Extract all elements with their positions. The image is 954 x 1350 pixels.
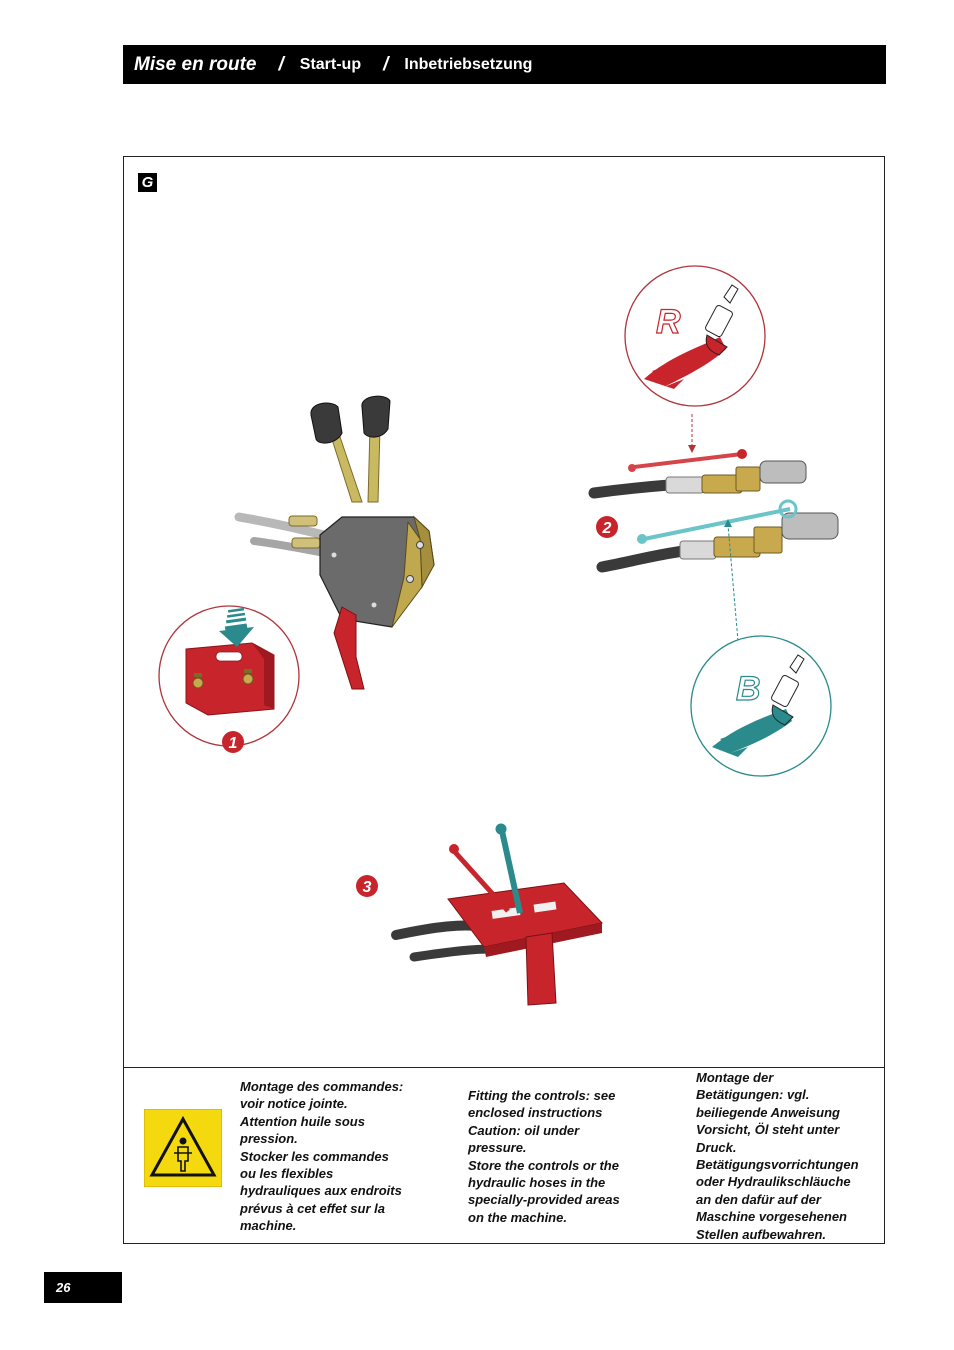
note-line: enclosed instructions: [468, 1105, 603, 1121]
note-line: Druck.: [696, 1139, 737, 1155]
note-line: hydrauliques aux endroits: [240, 1183, 402, 1199]
note-line: ou les flexibles: [240, 1166, 334, 1182]
callout-1-text: 1: [228, 735, 238, 752]
hydraulic-valves: [594, 449, 838, 567]
note-fr: [240, 1078, 403, 1235]
paint-blue-letter: B: [736, 670, 761, 708]
note-line: specially-provided areas: [468, 1192, 620, 1208]
title-separator: /: [383, 53, 389, 75]
note-de: [696, 1069, 859, 1243]
note-line: an den dafür auf der: [696, 1191, 821, 1207]
note-line: hydraulic hoses in the: [468, 1175, 606, 1191]
callout-3-text: 3: [362, 879, 372, 896]
callout-2-text: 2: [602, 520, 612, 537]
divider: [124, 1067, 884, 1068]
note-line: pression.: [240, 1131, 298, 1147]
note-line: Stocker les commandes: [240, 1148, 389, 1164]
note-line: pressure.: [468, 1140, 527, 1156]
note-line: oder Hydraulikschläuche: [696, 1174, 851, 1190]
note-line: Betätigungen: vgl.: [696, 1087, 810, 1103]
title-separator: /: [278, 53, 284, 75]
note-line: Vorsicht, Öl steht unter: [696, 1122, 840, 1138]
note-line: Fitting the controls: see: [468, 1088, 616, 1103]
hydraulic-pressure-warning-icon: [144, 1109, 222, 1187]
title-en: Start-up: [299, 55, 362, 73]
note-line: Betätigungsvorrichtungen: [696, 1157, 859, 1173]
page-number: 26: [44, 1272, 122, 1303]
stowed-controls: [356, 824, 602, 1006]
note-line: Stellen aufbewahren.: [696, 1226, 827, 1242]
note-en: [468, 1087, 620, 1226]
note-line: Caution: oil under: [468, 1122, 580, 1138]
detail-circle: [691, 636, 831, 776]
section-header: [123, 45, 886, 84]
detail-circle: [625, 266, 765, 406]
note-line: on the machine.: [468, 1209, 567, 1225]
title-de: Inbetriebsetzung: [404, 55, 533, 73]
figure-label: G: [138, 173, 157, 192]
note-line: voir notice jointe.: [240, 1096, 348, 1112]
detail-1-bracket: [159, 606, 299, 753]
note-line: Store the controls or the: [468, 1157, 619, 1173]
note-line: Montage der: [696, 1070, 774, 1085]
note-line: beiliegende Anweisung: [696, 1104, 840, 1120]
note-line: Maschine vorgesehenen: [696, 1209, 847, 1225]
paint-red-detail: [625, 266, 765, 453]
title-fr: Mise en route: [134, 53, 257, 75]
note-line: prévus à cet effet sur la: [240, 1200, 385, 1216]
note-line: Attention huile sous: [240, 1113, 365, 1129]
paint-red-letter: R: [656, 303, 681, 341]
note-line: Montage des commandes:: [240, 1079, 404, 1094]
figure-frame: [123, 156, 885, 1244]
illustration: [124, 157, 884, 1065]
note-line: machine.: [240, 1218, 297, 1234]
